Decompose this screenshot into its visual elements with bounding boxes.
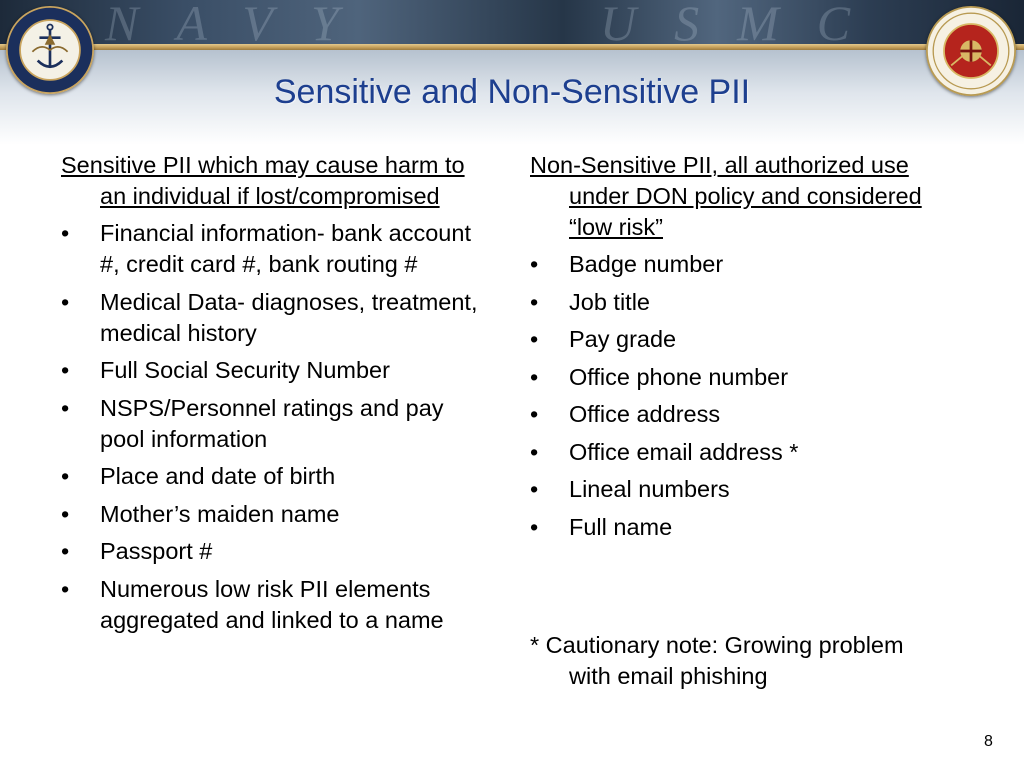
cautionary-note: * Cautionary note: Growing problem with email phishing xyxy=(530,631,904,689)
non-sensitive-pii-column xyxy=(530,150,950,692)
sensitive-pii-heading: Sensitive PII which may cause harm to an individual if lost/compromised xyxy=(61,152,465,209)
bullet-icon: • xyxy=(61,220,70,246)
list-item-text: Lineal numbers xyxy=(569,476,730,502)
list-item-text: Mother’s maiden name xyxy=(100,500,340,527)
bullet-icon: • xyxy=(61,394,70,421)
list-item xyxy=(530,362,950,393)
list-item-text: Office email address * xyxy=(569,438,799,465)
slide-title: Sensitive and Non-Sensitive PII xyxy=(273,73,751,111)
list-item-text: Medical Data- diagnoses, treatment, medical history xyxy=(100,288,478,346)
list-item-text: Place and date of birth xyxy=(100,463,336,489)
bullet-icon: • xyxy=(530,288,539,315)
bullet-icon: • xyxy=(61,538,70,564)
list-item xyxy=(61,287,481,349)
list-item xyxy=(530,437,950,468)
list-item-text: Financial information- bank account #, credit card #, bank routing # xyxy=(100,220,471,277)
bullet-icon: • xyxy=(530,363,539,390)
bullet-icon: • xyxy=(530,513,539,540)
banner-watermark-usmc: USMC xyxy=(600,0,889,44)
list-item xyxy=(61,355,481,386)
sensitive-pii-column xyxy=(61,150,481,642)
list-item-text: Pay grade xyxy=(569,326,677,352)
banner-watermark-navy: NAVY xyxy=(105,0,377,44)
list-item xyxy=(61,574,481,636)
list-item-text: Job title xyxy=(569,288,650,315)
list-item xyxy=(61,499,481,530)
list-item xyxy=(530,324,950,355)
non-sensitive-pii-heading: Non-Sensitive PII, all authorized use under DON policy and considered “low risk” xyxy=(530,152,922,240)
list-item-text: NSPS/Personnel ratings and pay pool information xyxy=(100,394,444,452)
bullet-icon: • xyxy=(530,251,539,277)
bullet-icon: • xyxy=(61,500,70,527)
list-item xyxy=(530,399,950,430)
list-item xyxy=(530,512,950,543)
list-item xyxy=(530,287,950,318)
bullet-icon: • xyxy=(61,575,70,602)
bullet-icon: • xyxy=(61,463,70,489)
non-sensitive-pii-list xyxy=(530,249,950,543)
list-item xyxy=(61,461,481,492)
list-item xyxy=(61,393,481,455)
list-item-text: Office phone number xyxy=(569,363,789,390)
list-item xyxy=(530,249,950,280)
list-item-text: Full Social Security Number xyxy=(100,357,390,383)
page-number: 8 xyxy=(984,733,993,750)
bullet-icon: • xyxy=(61,357,70,383)
list-item-text: Numerous low risk PII elements aggregated and linked to a name xyxy=(100,575,444,633)
bullet-icon: • xyxy=(530,438,539,465)
bullet-icon: • xyxy=(530,326,539,352)
bullet-icon: • xyxy=(530,476,539,502)
bullet-icon: • xyxy=(61,288,70,315)
list-item xyxy=(530,474,950,505)
header-banner xyxy=(0,0,1024,44)
list-item-text: Full name xyxy=(569,513,673,540)
sensitive-pii-list xyxy=(61,218,481,636)
list-item-text: Office address xyxy=(569,401,721,427)
list-item xyxy=(61,536,481,567)
list-item xyxy=(61,218,481,280)
list-item-text: Passport # xyxy=(100,538,213,564)
bullet-icon: • xyxy=(530,401,539,427)
list-item-text: Badge number xyxy=(569,251,724,277)
